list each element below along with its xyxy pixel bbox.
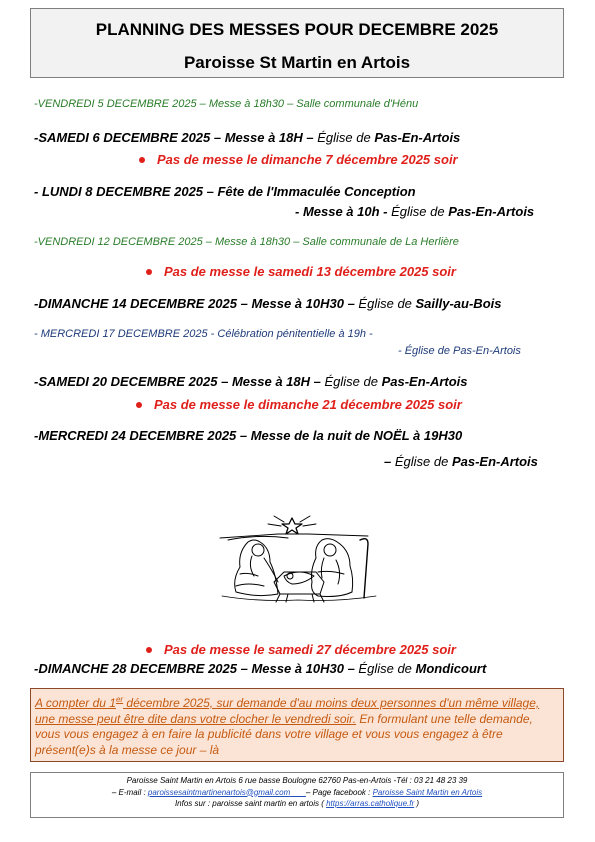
bullet-icon (136, 402, 142, 408)
no-mass-dec-7-text: Pas de messe le dimanche 7 décembre 2025 soir (157, 152, 458, 167)
footer-info-line (31, 798, 563, 810)
entry-dec-8-church: Église de (391, 204, 449, 219)
entry-dec-28-church: Église de (358, 661, 416, 676)
entry-dec-24-place: Pas-En-Artois (451, 454, 538, 469)
entry-dec-17-line1: - MERCREDI 17 DECEMBRE 2025 - Célébration pénitentielle à 19h - (34, 328, 373, 340)
page-title: PLANNING DES MESSES POUR DECEMBRE 2025 (95, 20, 499, 39)
title-box (30, 8, 564, 78)
footer-email-label: – E-mail : (111, 787, 148, 797)
facebook-link[interactable]: Paroisse Saint Martin en Artois (372, 787, 483, 797)
contact-footer (30, 772, 564, 818)
entry-dec-20-date: -SAMEDI 20 DECEMBRE 2025 – Messe à 18H – (34, 374, 325, 389)
entry-dec-6-place: Pas-En-Artois (374, 130, 461, 145)
friday-mass-notice (30, 688, 564, 762)
entry-dec-14 (34, 296, 501, 311)
footer-contact-line (31, 787, 563, 799)
no-mass-dec-21-text: Pas de messe le dimanche 21 décembre 2025 soir (154, 397, 462, 412)
notice-underlined-start: A compter du 1 (35, 696, 116, 710)
no-mass-dec-27-text: Pas de messe le samedi 27 décembre 2025 soir (164, 642, 456, 657)
entry-dec-20-church: Église de (324, 374, 382, 389)
entry-dec-6-date: -SAMEDI 6 DECEMBRE 2025 – Messe à 18H – (34, 130, 318, 145)
entry-dec-20 (34, 374, 468, 389)
email-link[interactable]: paroissesaintmartinenartois@gmail.com (147, 787, 291, 797)
no-mass-dec-27 (146, 642, 456, 657)
entry-dec-24-line1 (34, 428, 462, 443)
entry-dec-28-date: -DIMANCHE 28 DECEMBRE 2025 – Messe à 10H30 – (34, 661, 359, 676)
entry-dec-14-church: Église de (358, 296, 416, 311)
entry-dec-28-place: Mondicourt (415, 661, 487, 676)
no-mass-dec-21 (136, 397, 462, 412)
entry-dec-14-date: -DIMANCHE 14 DECEMBRE 2025 – Messe à 10H30 – (34, 296, 359, 311)
entry-dec-20-place: Pas-En-Artois (381, 374, 468, 389)
bullet-icon (139, 157, 145, 163)
entry-dec-28 (34, 661, 486, 676)
entry-dec-14-place: Sailly-au-Bois (415, 296, 502, 311)
entry-dec-6-church: Église de (317, 130, 375, 145)
entry-dec-24-line2 (384, 454, 538, 469)
entry-dec-5: -VENDREDI 5 DECEMBRE 2025 – Messe à 18h30 – Salle communale d'Hénu (34, 98, 419, 110)
entry-dec-24-dash: – (384, 454, 395, 469)
email-link-gap (290, 788, 306, 797)
bullet-icon (146, 269, 152, 275)
notice-rest: En formulant une telle demande, vous vous engagez à en faire la publicité dans votre village et vous vous engagez à être présent(e)s à la messe ce jour – là (35, 711, 533, 757)
entry-dec-24-church: Église de (394, 454, 452, 469)
footer-info-label: Infos sur : paroisse saint martin en artois ( (174, 799, 327, 808)
entry-dec-12: -VENDREDI 12 DECEMBRE 2025 – Messe à 18h30 – Salle communale de La Herlière (34, 236, 459, 248)
notice-underlined-end: décembre 2025, sur demande d'au moins deux personnes d'un même village, une messe peut être dite dans votre clocher le vendredi soir. (35, 696, 540, 726)
parish-name: Paroisse St Martin en Artois (183, 53, 411, 72)
entry-dec-24-title: -MERCREDI 24 DECEMBRE 2025 – Messe de la nuit de NOËL à 19H30 (34, 428, 463, 443)
entry-dec-8-line1 (34, 184, 416, 199)
no-mass-dec-13-text: Pas de messe le samedi 13 décembre 2025 soir (164, 264, 456, 279)
bullet-icon (146, 647, 152, 653)
entry-dec-6 (34, 130, 460, 145)
footer-info-close: ) (414, 799, 420, 808)
entry-dec-8-title: - LUNDI 8 DECEMBRE 2025 – Fête de l'Immaculée Conception (34, 184, 416, 199)
footer-address: Paroisse Saint Martin en Artois 6 rue basse Boulogne 62760 Pas-en-Artois -Tél : 03 21 48 23 39 (126, 776, 468, 785)
nativity-illustration (218, 512, 382, 606)
entry-dec-8-mass: - Messe à 10h - (295, 204, 392, 219)
entry-dec-8-place: Pas-En-Artois (448, 204, 535, 219)
footer-facebook-label: – Page facebook : (305, 787, 373, 797)
entry-dec-8-line2 (295, 204, 534, 219)
no-mass-dec-13 (146, 264, 456, 279)
no-mass-dec-7 (139, 152, 458, 167)
notice-superscript: er (115, 695, 124, 704)
entry-dec-17-line2: - Église de Pas-En-Artois (398, 345, 521, 357)
website-link[interactable]: https://arras.catholique.fr (326, 799, 415, 808)
